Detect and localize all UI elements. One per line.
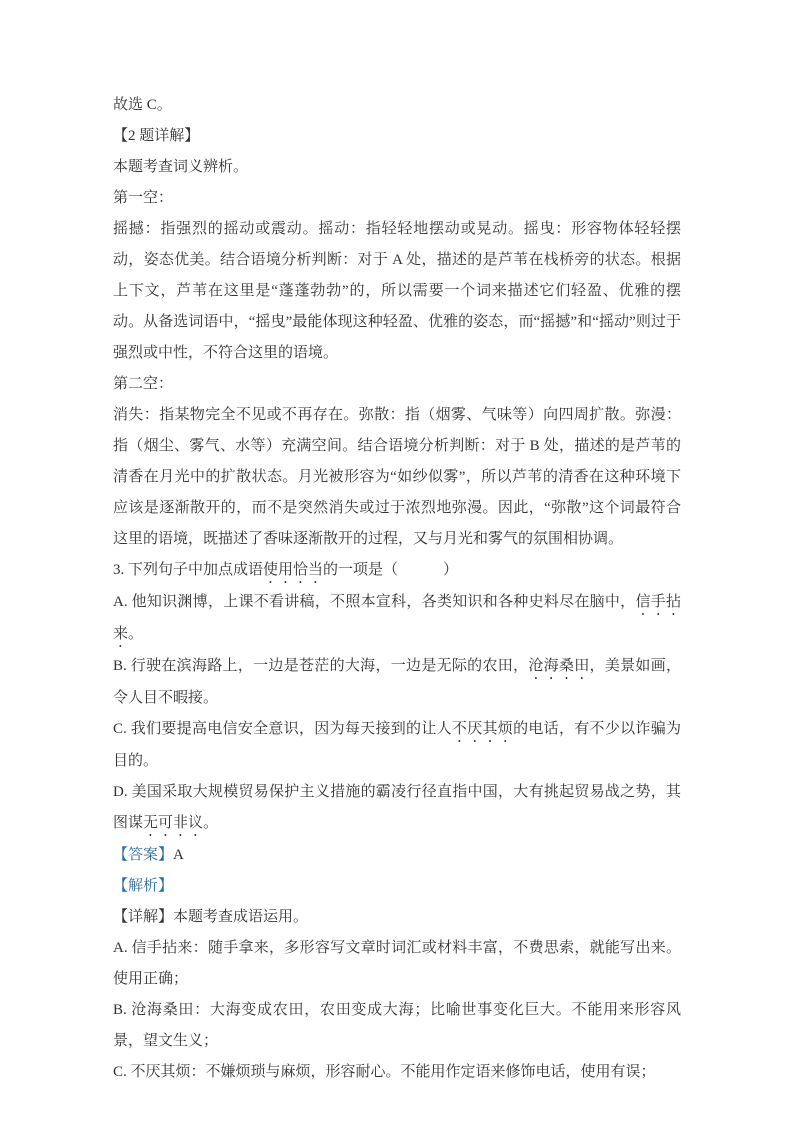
question-3-stem-post: 的一项是（ ） (323, 562, 459, 578)
answer-choice-a-post: 。 (128, 626, 144, 642)
question-3-stem-emphasis: 使用恰当 (263, 562, 324, 578)
answer-choice-d-post: 。 (203, 815, 219, 831)
explanation-second-blank: 消失：指某物完全不见或不再存在。弥散：指（烟雾、气味等）向四周扩散。弥漫：指（烟尘、雾气、水等）充满空间。结合语境分析判断：对于 B 处，描述的是芦苇的清香在月光中的扩散状态。月光被形容为“如纱似雾”，所以芦苇的清香在这种环境下应该是逐渐散开的，而不是突然消失或过于浓烈地弥漫。因此，“弥散”这个词最符合这里的语境，既描述了香味逐渐散开的过程，又与月光和雾气的氛围相协调。 (113, 407, 681, 547)
answer-choice-c (113, 714, 681, 777)
answer-choice-b-idiom: 沧海桑田 (528, 658, 590, 674)
answer-choice-c-pre: C. 我们要提高电信安全意识，因为每天接到的让人 (113, 721, 452, 737)
detail-exam-point: 【详解】本题考查成语运用。 (113, 909, 309, 925)
explanation-first-blank: 摇撼：指强烈的摇动或震动。摇动：指轻轻地摆动或晃动。摇曳：形容物体轻轻摆动，姿态优美。结合语境分析判断：对于 A 处，描述的是芦苇在栈桥旁的状态。根据上下文，芦苇在这里是“蓬蓬勃勃”的，所以需要一个词来描述它们轻盈、优雅的摆动。从备选词语中，“摇曳”最能体现这种轻盈、优雅的姿态，而“摇撼”和“摇动”则过于强烈或中性，不符合这里的语境。 (113, 221, 681, 361)
answer-choice-b-post: ，美景如画，令人目不暇接。 (113, 658, 681, 706)
heading-second-blank: 第二空： (113, 376, 174, 392)
heading-question-2-detail: 【2 题详解】 (113, 128, 200, 144)
explanation-option-b: B. 沧海桑田：大海变成农田，农田变成大海；比喻世事变化巨大。不能用来形容风景，望文生义； (113, 1002, 681, 1049)
answer-choice-a-pre: A. 他知识渊博，上课不看讲稿，不照本宣科，各类知识和各种史料尽在脑中， (113, 594, 636, 610)
analysis-label: 【解析】 (113, 878, 174, 894)
answer-choice-b-pre: B. 行驶在滨海路上，一边是苍茫的大海，一边是无际的农田， (113, 658, 529, 674)
question-3-stem-pre: 3. 下列句子中加点成语 (113, 562, 264, 578)
answer-choice-c-post: 的电话，有不少以诈骗为目的。 (113, 721, 681, 769)
exam-point-statement: 本题考查词义辨析。 (113, 159, 249, 175)
answer-line (113, 840, 681, 871)
answer-value: A (173, 847, 184, 863)
question-3-stem (113, 555, 681, 587)
answer-choice-a-idiom: 信手拈来 (113, 594, 681, 642)
answer-choice-d-idiom: 无可非议 (143, 815, 204, 831)
answer-choice-d (113, 777, 681, 840)
answer-label: 【答案】 (113, 847, 174, 863)
answer-choice-b (113, 651, 681, 714)
explanation-option-a: A. 信手拈来：随手拿来，多形容写文章时词汇或材料丰富，不费思索，就能写出来。使用正确； (113, 940, 681, 987)
heading-first-blank: 第一空： (113, 190, 174, 206)
answer-choice-c-idiom: 不厌其烦 (451, 721, 514, 737)
conclusion-choose-c: 故选 C。 (113, 97, 172, 113)
answer-choice-d-pre: D. 美国采取大规模贸易保护主义措施的霸凌行径直指中国，大有挑起贸易战之势，其图谋 (113, 784, 681, 831)
answer-choice-a (113, 587, 681, 651)
explanation-option-c: C. 不厌其烦：不嫌烦琐与麻烦，形容耐心。不能用作定语来修饰电话，使用有误； (113, 1064, 656, 1080)
